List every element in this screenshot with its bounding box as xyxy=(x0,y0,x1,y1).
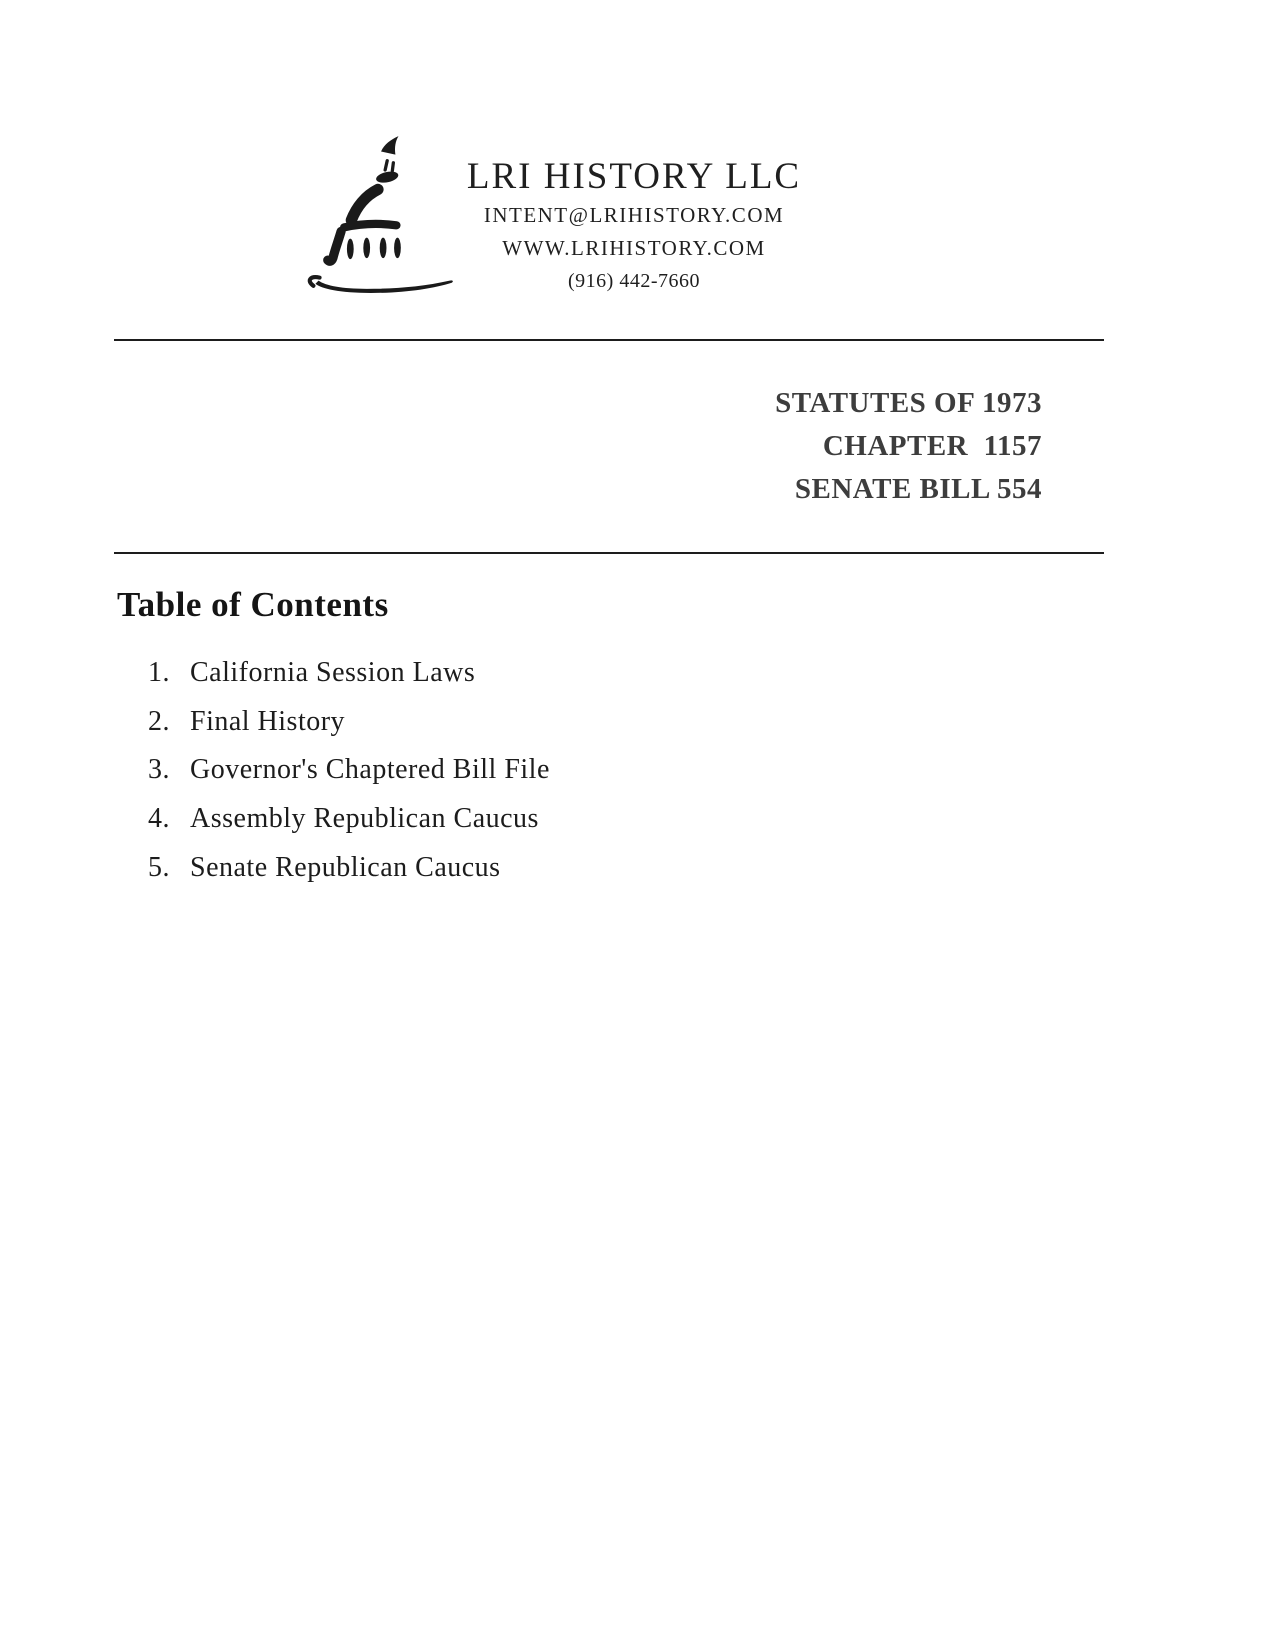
company-phone: (916) 442-7660 xyxy=(568,270,700,292)
toc-item xyxy=(148,795,550,844)
company-website: WWW.LRIHISTORY.COM xyxy=(502,236,766,260)
toc-item-label: Final History xyxy=(190,705,346,737)
toc-item-number: 4. xyxy=(148,803,170,835)
toc-item xyxy=(148,843,550,892)
toc-list xyxy=(148,649,550,892)
toc-item-label: California Session Laws xyxy=(190,657,476,689)
toc-item-number: 5. xyxy=(148,851,170,883)
statutes-year-line: STATUTES OF 1973 xyxy=(775,387,1042,419)
horizontal-rule-bottom xyxy=(114,552,1104,554)
letterhead xyxy=(434,155,834,298)
toc-title: Table of Contents xyxy=(117,585,389,624)
toc-item-number: 3. xyxy=(148,754,170,786)
statute-reference xyxy=(775,382,1042,511)
toc-item-number: 2. xyxy=(148,705,170,737)
company-email: INTENT@LRIHISTORY.COM xyxy=(483,203,785,227)
toc-item-number: 1. xyxy=(148,657,170,689)
toc-item-label: Assembly Republican Caucus xyxy=(190,803,539,835)
chapter-line: CHAPTER 1157 xyxy=(822,430,1042,462)
toc-item-label: Senate Republican Caucus xyxy=(190,851,501,883)
logo-flag xyxy=(381,136,398,154)
toc-item xyxy=(148,746,550,795)
toc-item xyxy=(148,649,550,698)
toc-item-label: Governor's Chaptered Bill File xyxy=(190,754,550,786)
horizontal-rule-top xyxy=(114,339,1104,341)
senate-bill-line: SENATE BILL 554 xyxy=(794,473,1042,505)
company-name: LRI HISTORY LLC xyxy=(466,156,802,197)
toc-item xyxy=(148,698,550,747)
